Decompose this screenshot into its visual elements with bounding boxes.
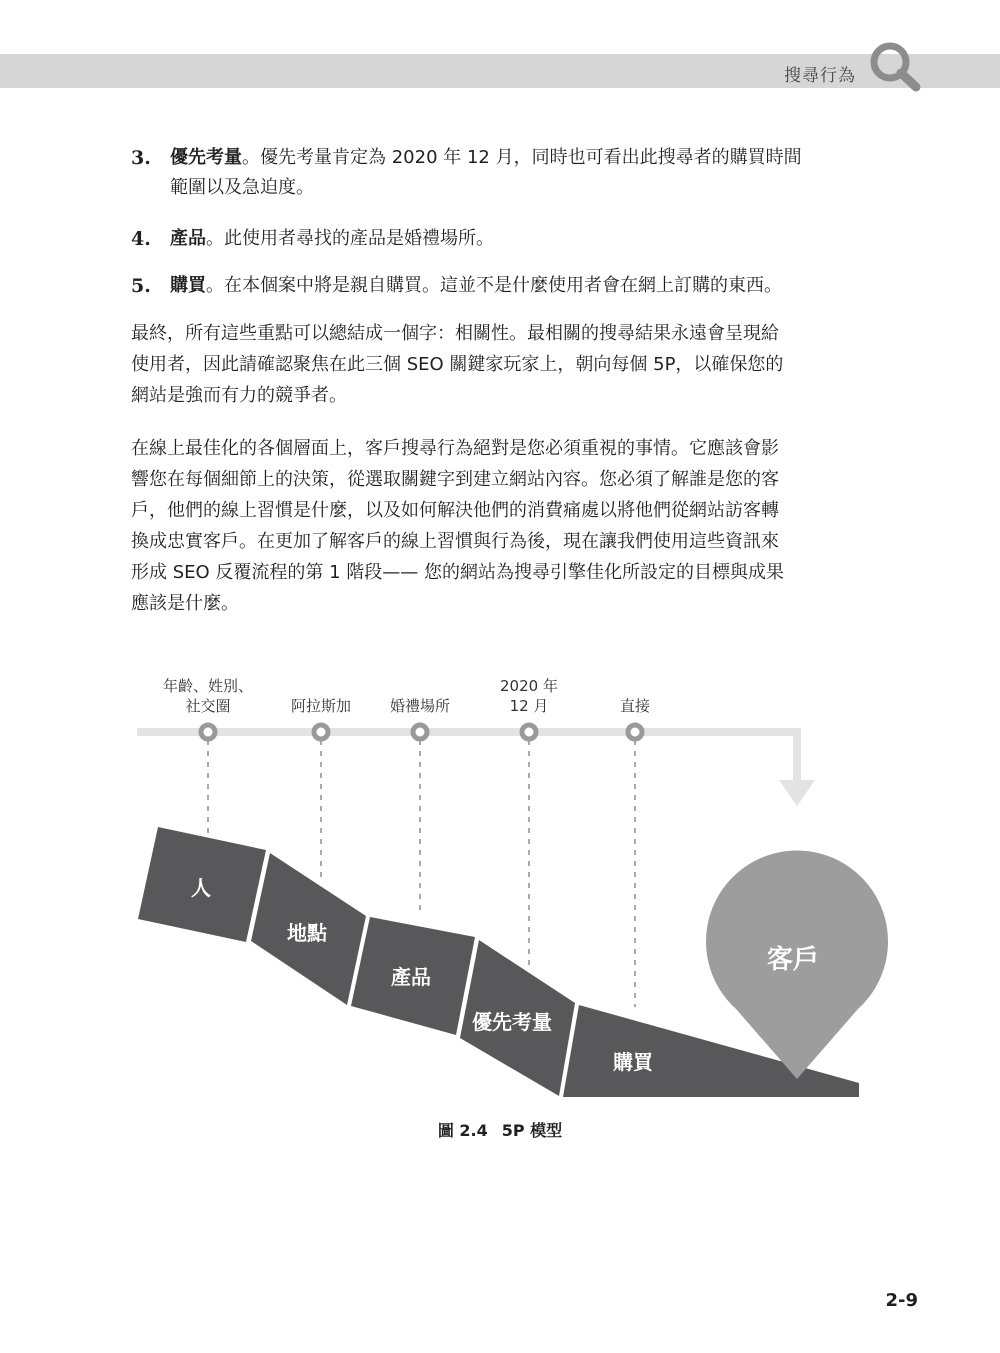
timeline-label-line: 阿拉斯加 — [290, 697, 351, 715]
paragraph-line: 最終，所有這些重點可以總結成一個字：相關性。最相關的搜尋結果永遠會呈現給 — [131, 323, 779, 344]
timeline-node — [314, 725, 328, 739]
timeline-node — [413, 725, 427, 739]
magnifier-icon — [868, 40, 924, 92]
figure-number: 圖 2.4 — [437, 1121, 488, 1140]
list-heading: 購買 — [170, 275, 206, 296]
paragraph-line: 換成忠實客戶。在更加了解客戶的線上習慣與行為後，現在讓我們使用這些資訊來 — [131, 531, 779, 552]
header-title: 搜尋行為 — [784, 66, 856, 86]
timeline-bar-drop — [793, 728, 801, 782]
list-heading: 產品 — [170, 228, 206, 249]
list-text: 。在本個案中將是親自購買。這並不是什麼使用者會在網上訂購的東西。 — [206, 275, 782, 296]
timeline-arrow — [779, 780, 815, 806]
paragraph — [131, 318, 899, 411]
timeline-node — [522, 725, 536, 739]
timeline-node — [201, 725, 215, 739]
figure-caption — [0, 1118, 1000, 1141]
paragraph-line: 應該是什麼。 — [131, 593, 239, 614]
timeline-label-line: 婚禮場所 — [389, 697, 450, 715]
timeline-bar — [137, 728, 801, 736]
customer-label: 客戶 — [767, 945, 820, 975]
list-number: 5. — [131, 275, 151, 297]
segment-label: 產品 — [391, 965, 431, 989]
timeline-label-line: 2020 年 — [500, 677, 558, 695]
segment-label: 人 — [191, 876, 211, 900]
paragraph-line: 使用者，因此請確認聚焦在此三個 SEO 關鍵家玩家上，朝向每個 5P，以確保您的 — [131, 354, 784, 375]
timeline-label — [370, 696, 470, 716]
timeline-label — [271, 696, 371, 716]
segment-label: 地點 — [287, 921, 327, 945]
5p-diagram — [0, 660, 1000, 1120]
timeline-label-line: 直接 — [619, 697, 650, 715]
timeline-label — [479, 676, 579, 716]
paragraph-line: 響您在每個細節上的決策，從選取關鍵字到建立網站內容。您必須了解誰是您的客 — [131, 469, 779, 490]
timeline-label — [138, 676, 278, 716]
list-text: 。優先考量肯定為 2020 年 12 月，同時也可看出此搜尋者的購買時間 — [242, 147, 802, 168]
list-number: 3. — [131, 147, 151, 169]
timeline-label-line: 年齡、姓別、 — [162, 677, 253, 695]
page-number: 2-9 — [885, 1290, 918, 1311]
timeline-label-line: 社交圈 — [185, 697, 231, 715]
list-number: 4. — [131, 228, 151, 250]
timeline-label — [585, 696, 685, 716]
paragraph-line: 在線上最佳化的各個層面上，客戶搜尋行為絕對是您必須重視的事情。它應該會影 — [131, 438, 779, 459]
paragraph-line: 網站是強而有力的競爭者。 — [131, 385, 347, 406]
paragraph-line: 形成 SEO 反覆流程的第 1 階段—— 您的網站為搜尋引擎佳化所設定的目標與成果 — [131, 562, 785, 583]
timeline-node — [628, 725, 642, 739]
paragraph-line: 戶，他們的線上習慣是什麼，以及如何解決他們的消費痛處以將他們從網站訪客轉 — [131, 500, 779, 521]
list-text: 。此使用者尋找的產品是婚禮場所。 — [206, 228, 494, 249]
figure-title: 5P 模型 — [501, 1121, 563, 1140]
list-heading: 優先考量 — [170, 147, 242, 168]
segment-label: 優先考量 — [472, 1010, 552, 1034]
segment-label: 購買 — [613, 1050, 653, 1074]
timeline-label-line: 12 月 — [509, 697, 549, 715]
5p-diagram-graphic — [0, 660, 1000, 1120]
list-text: 範圍以及急迫度。 — [170, 177, 314, 198]
paragraph — [131, 433, 899, 619]
